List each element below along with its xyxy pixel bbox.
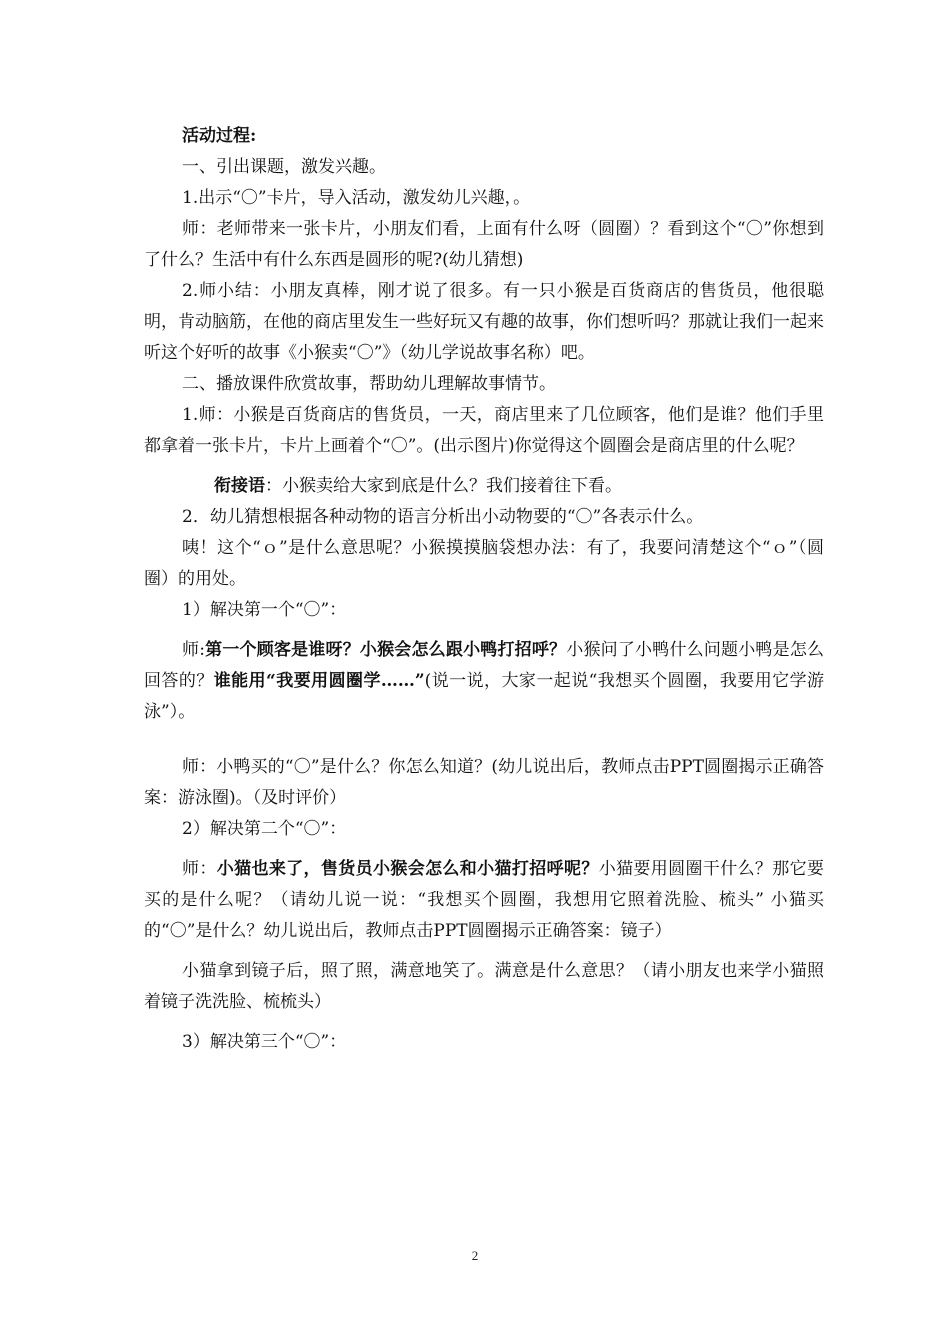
section-heading: 活动过程: <box>182 126 257 146</box>
paragraph: 咦！这个“ｏ”是什么意思呢？小猴摸摸脑袋想办法：有了，我要问清楚这个“ｏ”（圆圈）的用处。 <box>144 538 824 589</box>
paragraph: 1.师：小猴是百货商店的售货员，一天，商店里来了几位顾客，他们是谁？他们手里都拿着一张卡片，卡片上画着个“〇”。(出示图片)你觉得这个圆圈会是商店里的什么呢？ <box>144 405 824 456</box>
section-title-2: 二、播放课件欣赏故事，帮助幼儿理解故事情节。 <box>182 374 556 394</box>
paragraph: 2．幼儿猜想根据各种动物的语言分析出小动物要的“〇”各表示什么。 <box>182 507 704 527</box>
section-title-1: 一、引出课题，激发兴趣。 <box>182 157 386 177</box>
sub-step-1: 1）解决第一个“〇”： <box>182 600 347 620</box>
paragraph: 2.师小结：小朋友真棒，刚才说了很多。有一只小猴是百货商店的售货员，他很聪明，肯动脑筋，在他的商店里发生一些好玩又有趣的故事，你们想听吗？那就让我们一起来听这个好听的故事《小猴卖“〇”》（幼儿学说故事名称）吧。 <box>144 281 824 363</box>
paragraph: 师：老师带来一张卡片，小朋友们看，上面有什么呀（圆圈）？看到这个“〇”你想到了什么？生活中有什么东西是圆形的呢?(幼儿猜想) <box>144 219 824 270</box>
paragraph: 小猫拿到镜子后，照了照，满意地笑了。满意是什么意思？（请小朋友也来学小猫照着镜子洗洗脸、梳梳头） <box>144 961 824 1012</box>
sub-step-2: 2）解决第二个“〇”： <box>182 819 347 839</box>
paragraph: 1.出示“〇”卡片，导入活动，激发幼儿兴趣，。 <box>182 188 531 208</box>
document-body <box>144 121 824 1058</box>
paragraph: 师：小鸭买的“〇”是什么？你怎么知道？(幼儿说出后，教师点击PPT圆圈揭示正确答案：游泳圈)。（及时评价） <box>144 757 824 808</box>
page-number: 2 <box>471 1248 479 1263</box>
paragraph: 师:第一个顾客是谁呀？小猴会怎么跟小鸭打招呼？小猴问了小鸭什么问题小鸭是怎么回答的？谁能用“我要用圆圈学……”(说一说，大家一起说“我想买个圆圈，我要用它学游泳”）。 <box>144 640 825 722</box>
transition-line: 衔接语：小猴卖给大家到底是什么？我们接着往下看。 <box>214 476 622 496</box>
sub-step-3: 3）解决第三个“〇”： <box>182 1032 347 1052</box>
paragraph: 师：小猫也来了，售货员小猴会怎么和小猫打招呼呢？小猫要用圆圈干什么？那它要买的是什么呢？（请幼儿说一说：“我想买个圆圈，我想用它照着洗脸、梳头” 小猫买的“〇”是什么？幼儿说出后，教师点击PPT圆圈揭示正确答案：镜子） <box>144 859 825 941</box>
